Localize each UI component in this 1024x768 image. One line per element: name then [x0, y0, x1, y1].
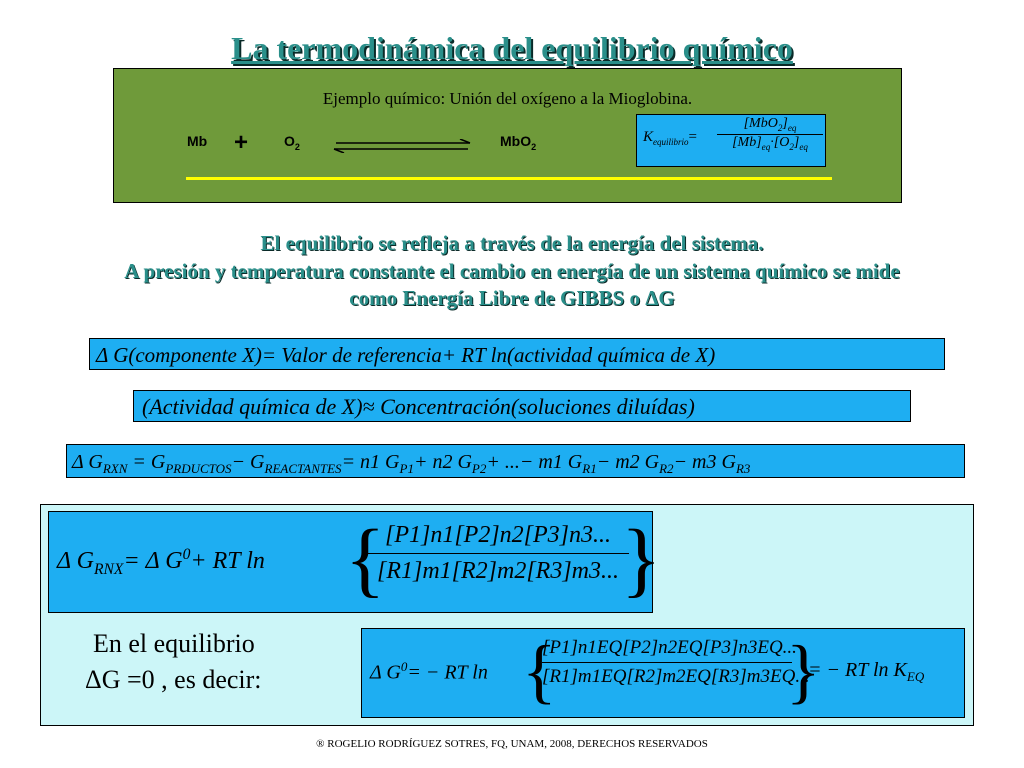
equation-delta-g-rxn: Δ $G_{RXN} = G_{PRDUCTOS}- G_{REACTANTES}= n1$ $G_{P1}+ n2$ $G_{P2}+$ ...− m1 $G_{R1}- m2$ $G_{R2}- m3$ $G_{R3}$	[66, 444, 965, 478]
right-brace-icon: }	[786, 631, 821, 711]
text-line-3: como Energía Libre de GIBBS o ΔG	[349, 286, 675, 310]
yellow-divider	[186, 177, 832, 180]
equilibrium-arrows-icon	[332, 139, 472, 153]
example-panel	[113, 68, 902, 203]
equilibrium-text-1: En el equilibrio	[93, 629, 255, 658]
k-denominator: $[Mb]_{eq}\cdot[O_2]_{eq}$	[732, 134, 808, 152]
eq5-numerator: [P1]n1EQ[P2]n2EQ[P3]n3EQ...	[542, 637, 792, 663]
reactant-mb: Mb	[187, 133, 208, 149]
product-mbo2: MbO$_2$	[500, 133, 537, 152]
example-title: Ejemplo químico: Unión del oxígeno a la Mioglobina.	[322, 89, 693, 108]
equation-delta-g-zero	[361, 628, 965, 718]
k-symbol: $K_{equilibrio}=$	[643, 129, 697, 147]
reactant-o2: $O_2$	[284, 133, 300, 152]
equation-delta-g-rnx	[48, 511, 662, 613]
text-line-1: El equilibrio se refleja a través de la energía del sistema.	[260, 231, 764, 255]
slide-title: La termodinámica del equilibrio químico	[231, 30, 793, 66]
eq4-numerator: [P1]n1[P2]n2[P3]n3...	[367, 522, 629, 554]
eq4-lhs: Δ $G_{RNX}= \Delta$ $G^0+$ RT ln	[57, 546, 265, 578]
left-brace-icon: {	[522, 631, 557, 711]
eq5-denominator: [R1]m1EQ[R2]m2EQ[R3]m3EQ...	[542, 666, 810, 687]
eq5-lhs: Δ $G^0=$ − RT ln	[370, 659, 488, 684]
equation-activity: (Actividad química de X)≈ Concentración(soluciones diluídas)	[133, 390, 911, 422]
plus-sign: +	[234, 129, 249, 156]
eq4-denominator: [R1]m1[R2]m2[R3]m3...	[376, 558, 619, 584]
equilibrium-panel	[40, 504, 974, 726]
copyright-footer: ® ROGELIO RODRÍGUEZ SOTRES, FQ, UNAM, 2008, DERECHOS RESERVADOS	[316, 738, 708, 750]
right-brace-icon: }	[621, 513, 662, 606]
eq5-fraction	[542, 637, 810, 688]
equation-gibbs-component: Δ G(componente X)= Valor de referencia+ RT ln(actividad química de X)	[89, 338, 945, 370]
eq5-rhs: = − RT $\ln K_{EQ}$	[808, 659, 925, 684]
left-brace-icon: {	[345, 513, 386, 606]
equilibrium-constant-box	[636, 114, 826, 167]
equilibrium-text-2: ΔG =0 , es decir:	[85, 665, 262, 694]
eq4-fraction	[367, 522, 629, 585]
k-numerator: $[MbO_2]_{eq}$	[717, 116, 823, 135]
text-line-2: A presión y temperatura constante el cambio en energía de un sistema químico se mide	[124, 259, 900, 283]
k-fraction	[717, 116, 823, 152]
